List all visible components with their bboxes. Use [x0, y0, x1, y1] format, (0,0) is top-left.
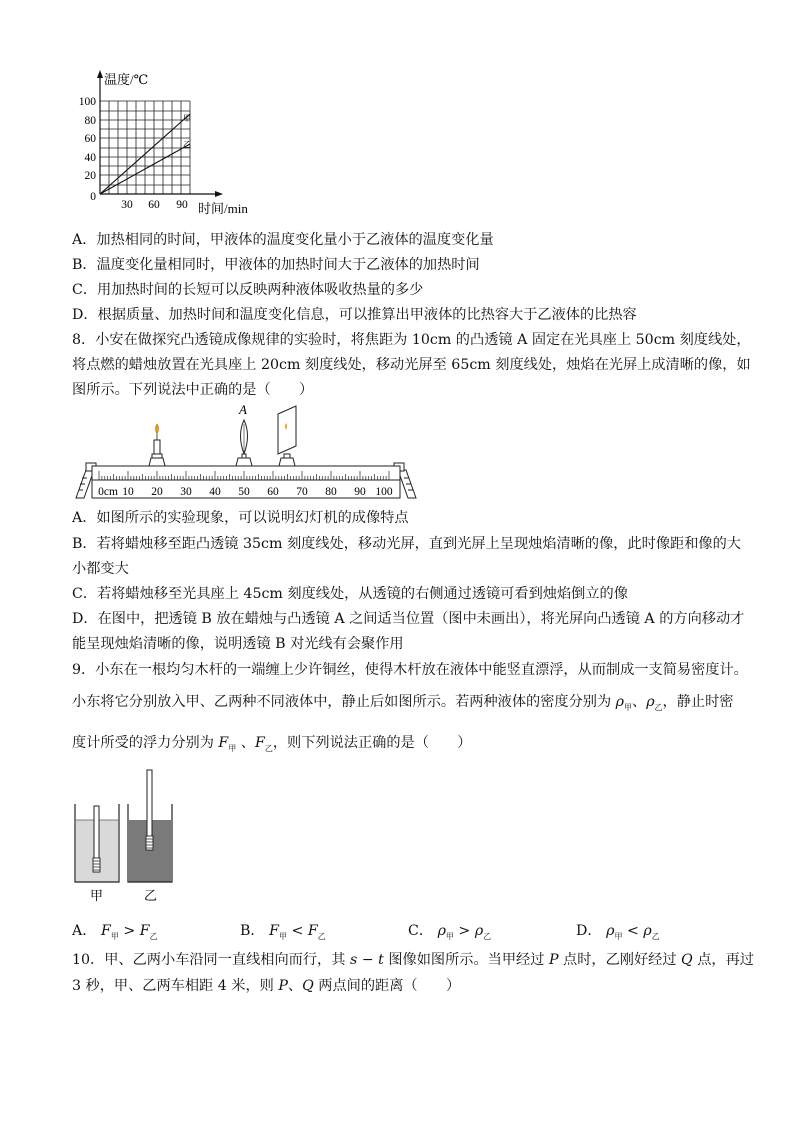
q9-stem-line3: [72, 733, 471, 759]
q10-line2-a: 3 秒，甲、乙两车相距 4 米，则: [72, 978, 274, 994]
s-t-symbol: s − t: [349, 952, 384, 968]
scale-label: 70: [296, 486, 308, 498]
scale-label: 80: [325, 486, 337, 498]
q9-stem-line2: [72, 692, 734, 718]
y-tick-label: 20: [84, 170, 96, 182]
convex-lens-a: [236, 402, 252, 466]
q7-option-a: A．加热相同的时间，甲液体的温度变化量小于乙液体的温度变化量: [72, 232, 494, 248]
q9-option-a-letter: A．: [72, 923, 97, 939]
q9-option-b-expr: $F_甲 < F_乙$: [269, 923, 326, 941]
cup-label-yi: 乙: [144, 888, 158, 903]
q10-line1-c: 点时，乙刚好经过: [563, 952, 677, 968]
q9-option-c-expr: $\rho_甲 > \rho_乙$: [437, 923, 492, 941]
q9-stem-line1: 9．小东在一根均匀木杆的一端缠上少许铜丝，使得木杆放在液体中能竖直漂浮，从而制成一支简易密度计。: [72, 662, 748, 678]
y-axis-arrow: [97, 70, 103, 78]
q8-stem-line3: 图所示。下列说法中正确的是（ ）: [72, 382, 314, 398]
q10-line1-d: 点，再过: [697, 952, 754, 968]
x-axis-arrow: [215, 191, 223, 197]
q10-line1-b: 图像如图所示。当甲经过: [388, 952, 545, 968]
q7-option-d: D．根据质量、加热时间和温度变化信息，可以推算出甲液体的比热容大于乙液体的比热容: [72, 307, 637, 323]
q9-option-c: [408, 920, 491, 942]
q8-option-a: A．如图所示的实验现象，可以说明幻灯机的成像特点: [72, 510, 409, 526]
q8-option-b-line2: 小都变大: [72, 561, 129, 577]
y-tick-label: 80: [84, 115, 96, 127]
scale-label: 40: [209, 486, 221, 498]
graph-grid: [100, 101, 190, 194]
series-label-jia: 甲: [183, 114, 191, 123]
q10-line2-b: 两点间的距离（ ）: [318, 978, 461, 994]
q9-option-d-letter: D．: [576, 923, 602, 939]
series-label-yi: 乙: [183, 140, 191, 149]
q9-option-b: [240, 920, 326, 942]
light-screen: [278, 406, 296, 466]
x-tick-labels: [121, 199, 188, 211]
q9-stem-line3-text: 度计所受的浮力分别为: [72, 735, 214, 751]
q10-stem-line2: 3 秒，甲、乙两车相距 4 米，则 P、Q 两点间的距离（ ）: [72, 978, 461, 994]
optical-bench: [92, 466, 400, 480]
scale-label: 100: [375, 486, 393, 498]
q9-option-d-expr: $\rho_甲 < \rho_乙$: [606, 923, 660, 941]
q8-option-d-line1: D．在图中，把透镜 B 放在蜡烛与凸透镜 A 之间适当位置（图中未画出），将光屏向凸透镜 A 的方向移动才: [72, 611, 745, 627]
x-tick-label: 30: [121, 199, 133, 211]
x-tick-label: 90: [176, 199, 188, 211]
scale-label: 50: [238, 486, 250, 498]
point-p: P: [548, 952, 559, 968]
y-tick-label: 40: [84, 152, 96, 164]
q9-stem-line3-tail: ，则下列说法正确的是（ ）: [272, 735, 472, 751]
scale-label: 20: [151, 486, 163, 498]
q8-stem-line1: 8．小安在做探究凸透镜成像规律的实验时，将焦距为 10cm 的凸透镜 A 固定在光具座上 50cm 刻度线处，: [72, 332, 751, 348]
buoyancy-symbols: $F_甲$ 、$F_乙$: [218, 735, 273, 753]
q7-option-c: C．用加热时间的长短可以反映两种液体吸收热量的多少: [72, 282, 424, 298]
q10-stem-line1: [72, 950, 754, 970]
scale-label: 30: [180, 486, 192, 498]
cup-jia: [75, 804, 119, 903]
q10-line1-a: 10．甲、乙两小车沿同一直线相向而行，其: [72, 952, 346, 968]
y-tick-label: 60: [84, 133, 96, 145]
q8-option-d-line2: 能呈现烛焰清晰的像，说明透镜 B 对光线有会聚作用: [72, 636, 404, 652]
scale-label: 90: [354, 486, 366, 498]
temperature-time-graph: [70, 66, 270, 224]
y-tick-labels: [79, 96, 97, 203]
lens-label-a: A: [239, 402, 247, 417]
cup-label-jia: 甲: [90, 888, 104, 903]
q9-option-d: [576, 920, 660, 942]
rho-jia-symbol: $\rho_甲$、$\rho_乙$: [615, 694, 663, 712]
y-tick-label: 0: [90, 191, 96, 203]
y-tick-label: 100: [78, 96, 96, 108]
q9-option-b-letter: B．: [240, 923, 265, 939]
q7-option-b: B．温度变化量相同时，甲液体的加热时间大于乙液体的加热时间: [72, 257, 480, 273]
scale-label: 10: [122, 486, 134, 498]
q8-option-b-line1: B．若将蜡烛移至距凸透镜 35cm 刻度线处，移动光屏，直到光屏上呈现烛焰清晰的像，此时像距和像的大: [72, 536, 741, 552]
point-q: Q: [681, 952, 693, 968]
q8-stem-line2: 将点燃的蜡烛放置在光具座上 20cm 刻度线处，移动光屏至 65cm 刻度线处，烛焰在光屏上成清晰的像，如: [72, 357, 751, 373]
densimeter-figure: [72, 764, 182, 908]
q9-stem-line2-tail: ，静止时密: [662, 694, 734, 710]
optical-bench-figure: [72, 400, 422, 504]
cup-yi: [128, 770, 172, 903]
x-axis-label: 时间/min: [198, 201, 248, 216]
q9-option-a: [72, 920, 158, 942]
scale-label: 60: [267, 486, 279, 498]
scale-label: 0cm: [98, 486, 118, 498]
q9-stem-line2-text: 小东将它分别放入甲、乙两种不同液体中，静止后如图所示。若两种液体的密度分别为: [72, 694, 612, 710]
points-pq: P: [278, 978, 288, 994]
x-tick-label: 60: [148, 199, 160, 211]
q9-option-c-letter: C．: [408, 923, 434, 939]
candle: [149, 424, 165, 466]
q8-option-c: C．若将蜡烛移至光具座上 45cm 刻度线处，从透镜的右侧通过透镜可看到烛焰倒立的像: [72, 586, 628, 602]
y-axis-label: 温度/℃: [104, 72, 149, 87]
q9-option-a-expr: $F_甲 > F_乙$: [100, 923, 158, 941]
point-q2: Q: [302, 978, 314, 994]
